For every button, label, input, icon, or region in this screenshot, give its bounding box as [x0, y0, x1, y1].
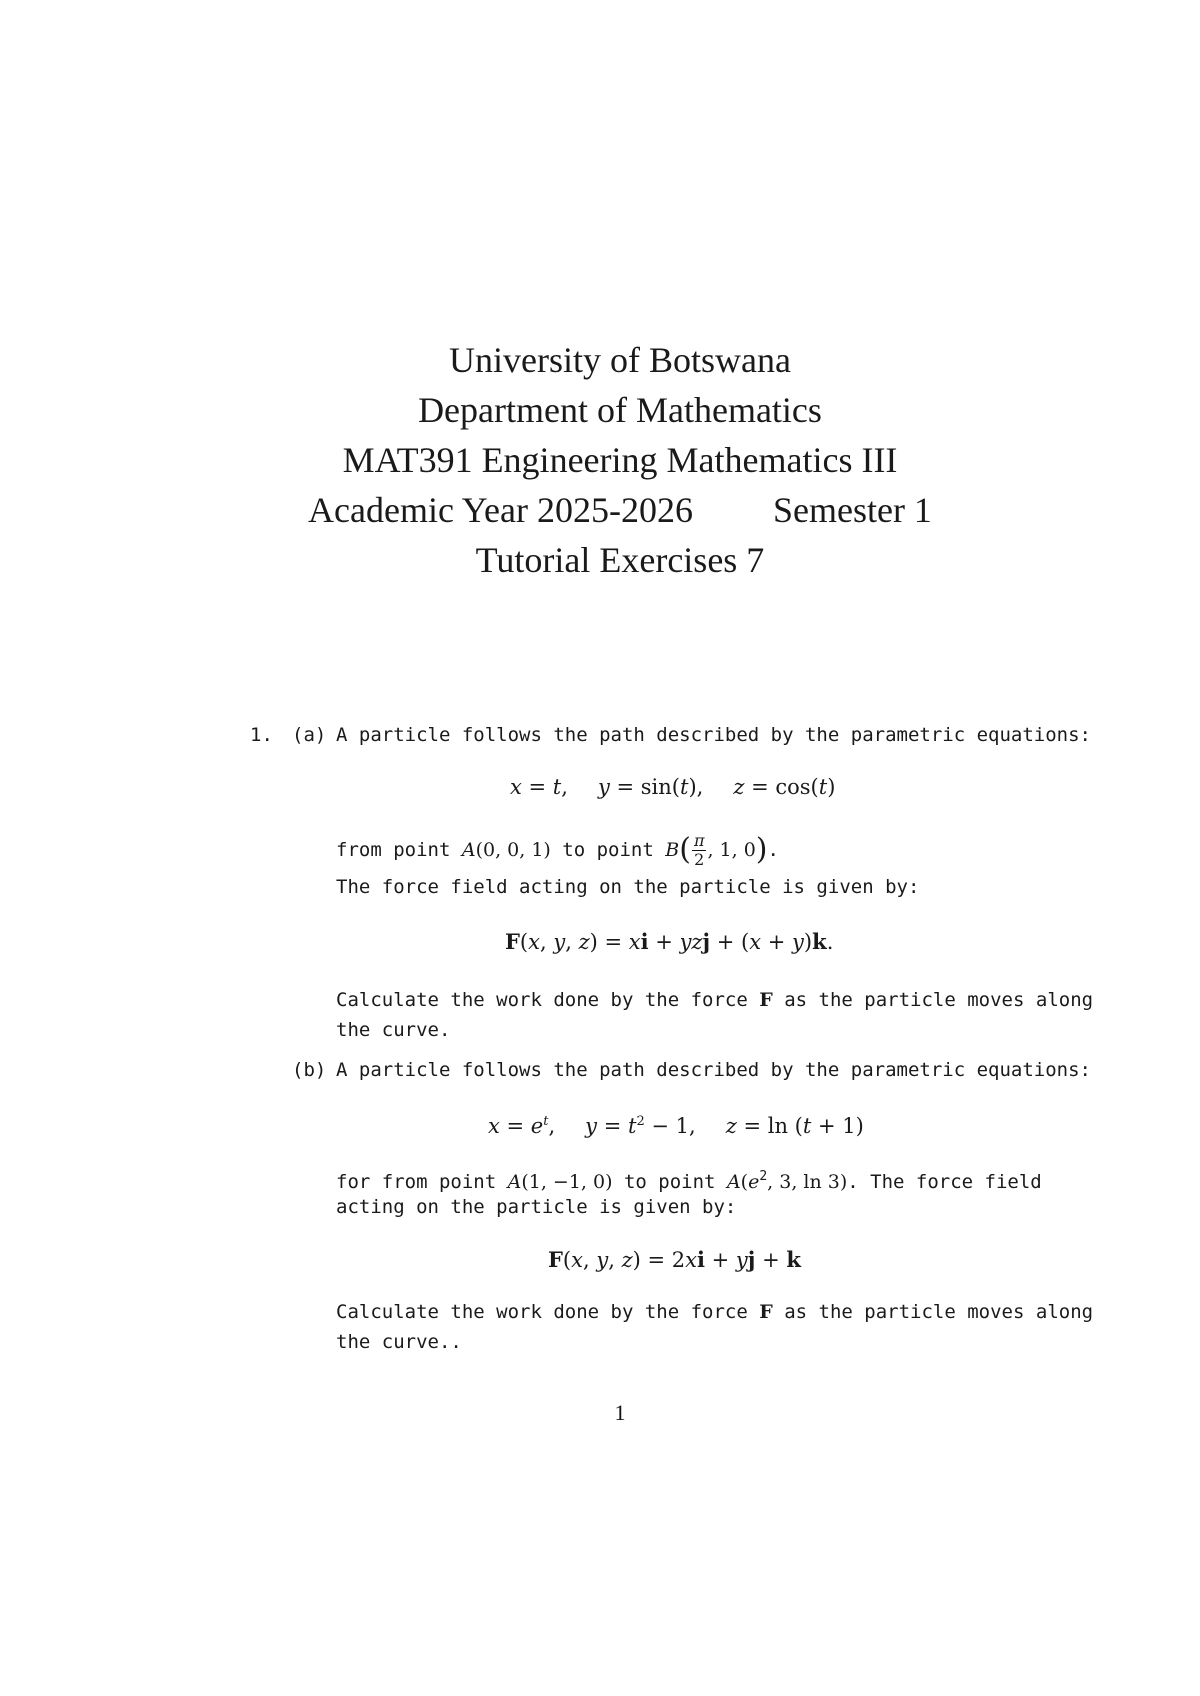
document-header	[0, 335, 1200, 585]
academic-year: Academic Year 2025-2026	[308, 490, 693, 530]
pi-over-two-fraction: $\frac{\pi}{2}$	[693, 831, 705, 869]
part-b-question-line1: Calculate the work done by the force F as the particle moves along	[336, 1301, 1094, 1323]
part-a-intro: A particle follows the path described by the parametric equations:	[336, 724, 1091, 746]
part-a-from-text: from point	[336, 839, 451, 861]
part-b-label: (b)	[292, 1059, 327, 1081]
part-b-intro: A particle follows the path described by the parametric equations:	[336, 1059, 1091, 1081]
page-number: 1	[614, 1400, 626, 1425]
part-b-force-field: F(x, y, z) = 2xi + yj + k	[548, 1247, 801, 1272]
part-a-question-line1: Calculate the work done by the force F as the particle moves along	[336, 989, 1094, 1011]
academic-year-line	[0, 485, 1200, 535]
part-a-force-field: F(x, y, z) = xi + yzj + (x + y)k.	[505, 929, 834, 954]
part-a-to-text: to point	[562, 839, 654, 861]
course-title: MAT391 Engineering Mathematics III	[342, 440, 898, 480]
part-a-endpoints: from point A(0, 0, 1) to point B( $\frac{\pi}{2}$ , 1, 0).	[336, 831, 779, 869]
part-b-to-text: to point	[623, 1171, 716, 1193]
part-a-force-intro: The force field acting on the particle is given by:	[336, 876, 920, 898]
part-b-from-text: for from point	[336, 1171, 497, 1193]
tutorial-title: Tutorial Exercises 7	[475, 540, 765, 580]
question-number: 1.	[250, 724, 273, 746]
part-a-label: (a)	[292, 724, 327, 746]
part-b-force-intro-line2: acting on the particle is given by:	[336, 1196, 737, 1218]
part-b-endpoints: for from point A(1, −1, 0) to point $A(e^2$, 3, ln 3). The force field	[336, 1169, 1042, 1193]
part-a-question-line2: the curve.	[336, 1019, 451, 1041]
part-a-parametric-equations: x = t, y = sin(t), z = cos(t)	[510, 775, 836, 799]
part-b-question-line2: the curve..	[336, 1331, 462, 1353]
semester: Semester 1	[772, 490, 932, 530]
part-b-parametric-equations: $x = e^t$, $y = t^2 - 1$, z = ln (t + 1)	[488, 1114, 864, 1138]
university-title: University of Botswana	[449, 340, 791, 380]
department-title: Department of Mathematics	[418, 390, 822, 430]
